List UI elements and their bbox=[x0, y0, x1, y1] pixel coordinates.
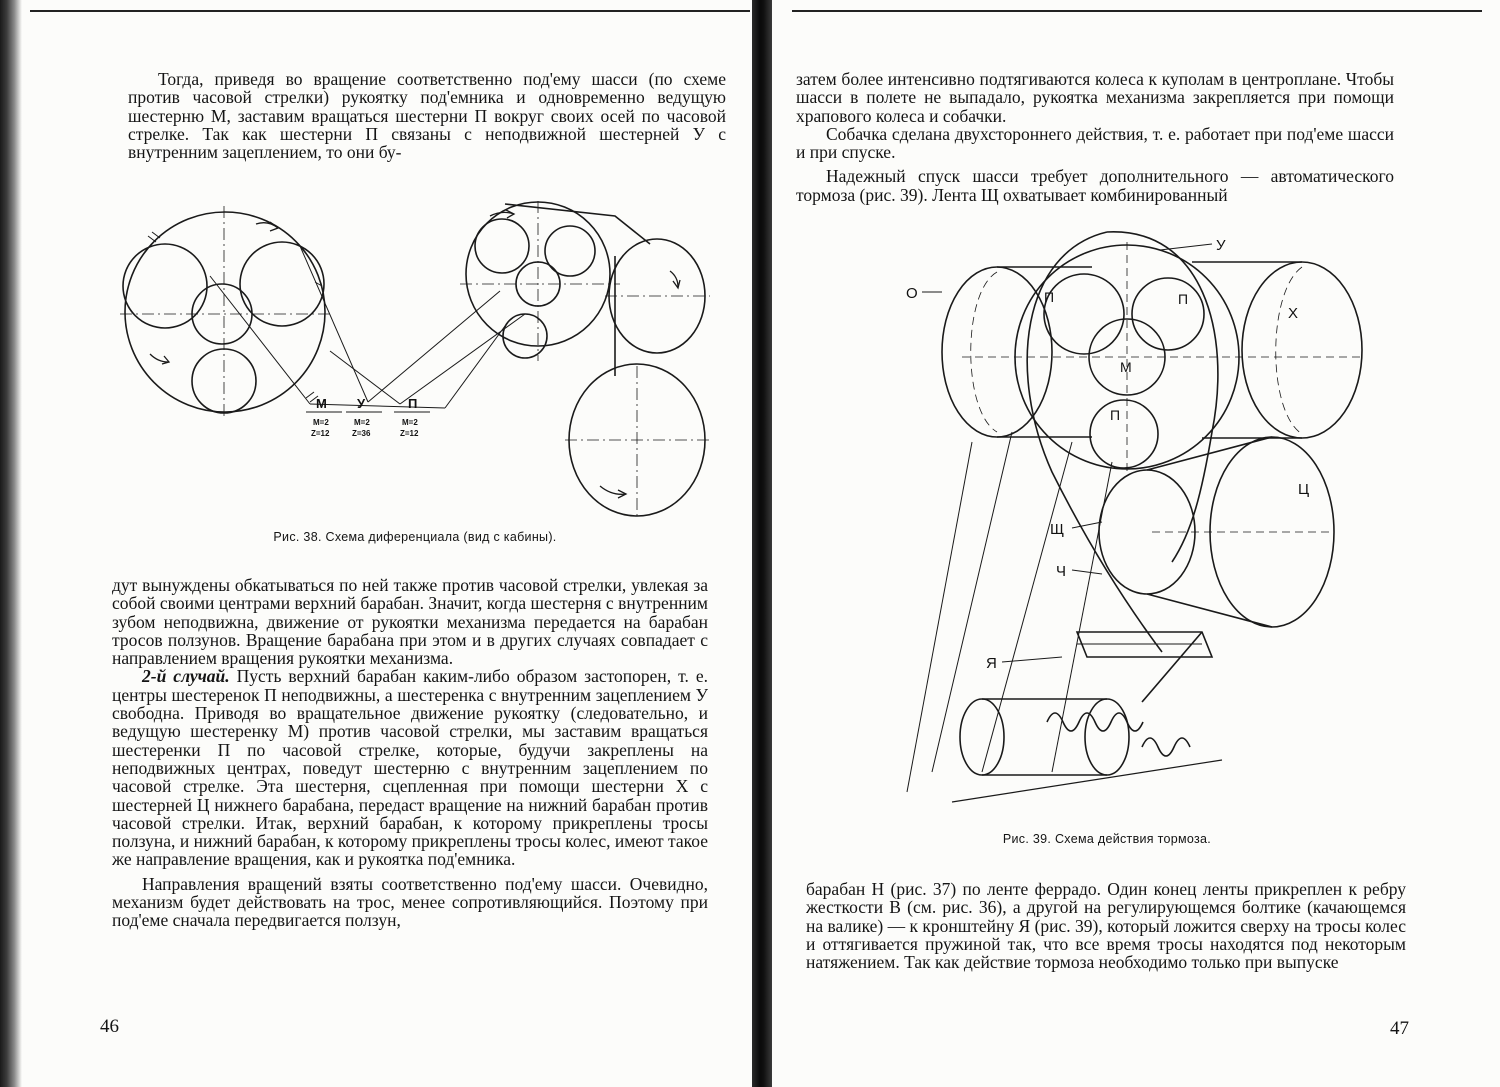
fig39-label-ya: Я bbox=[986, 655, 997, 672]
fig38-planet-gear-1 bbox=[123, 244, 207, 328]
left-text-bottom bbox=[112, 576, 708, 930]
figure-39-diagram bbox=[902, 212, 1372, 812]
fig39-main-drum bbox=[1015, 245, 1239, 469]
left-paragraph-2: дут вынуждены обкатываться по ней также против часовой стрелки, увлекая за собой своими центрами верхний барабан. Значит, когда шестерня с внутренним зубом неподвижна, движение от рукоятки механизма передается на барабан тросов ползунов. Вращение барабана при этом и в других случаях совпадает с направлением вращения рукоятки механизма. bbox=[112, 575, 708, 669]
left-paragraph-3-lead: 2-й случай. bbox=[142, 666, 230, 687]
fig38-label-m: М bbox=[316, 396, 327, 411]
fig38-label-p: П bbox=[408, 396, 418, 411]
fig38-upper-planet-3 bbox=[503, 314, 547, 358]
fig39-label-m: М bbox=[1120, 359, 1132, 375]
fig39-label-ts: Ц bbox=[1298, 481, 1310, 498]
fig38-fixed-ring-gear bbox=[125, 212, 325, 412]
fig38-p-module: M=2 bbox=[402, 418, 418, 427]
left-paragraph-4: Направления вращений взяты соответственно под'ему шасси. Очевидно, механизм будет действовать на трос, менее сопротивляющийся. Поэтому при под'еме сначала передвигается ползун, bbox=[112, 873, 708, 931]
fig39-gear-p-right bbox=[1132, 278, 1204, 350]
fig38-label-u: У bbox=[357, 396, 366, 411]
fig38-spec-boxes bbox=[306, 396, 430, 438]
left-page-number: 46 bbox=[100, 1016, 119, 1037]
top-border bbox=[30, 10, 750, 12]
right-text-top bbox=[796, 70, 1394, 204]
right-paragraph-1: затем более интенсивно подтягиваются колеса к куполам в центроплане. Чтобы шасси в полете не выпадало, рукоятка механизма закрепляется при помощи храпового колеса и собачки. bbox=[796, 69, 1394, 126]
right-page bbox=[772, 0, 1500, 1087]
fig38-m-teeth: Z=12 bbox=[311, 429, 330, 438]
fig38-upper-planet-1 bbox=[475, 219, 529, 273]
book-gutter bbox=[752, 0, 772, 1087]
fig39-spring-drum bbox=[960, 699, 1004, 775]
fig39-label-x: Х bbox=[1288, 305, 1299, 322]
left-paragraph-3-body: Пусть верхний барабан каким-либо образом застопорен, т. е. центры шестеренок П неподвижны, а шестеренка с внутренним зацеплением У свободна. Приводя во вращательное движение рукоятку (следовательно, и ведущую шестеренку М) против часовой стрелки, мы заставим вращаться шестеренки П по часовой стрелке, которые, будучи закреплены на неподвижных центрах, поведут шестерню с внутренним зацеплением по часовой стрелке. Эта шестерня, сцепленная при помощи шестерни Х с шестерней Ц нижнего барабана, передаст вращение на нижний барабан против часовой стрелки. Итак, верхний барабан, к которому прикреплены тросы ползуна, и нижний барабан, к которому прикреплены тросы колес, имеют такое же направление вращения, как и рукоятка под'емника. bbox=[112, 666, 708, 870]
fig38-u-teeth: Z=36 bbox=[352, 429, 371, 438]
fig39-label-ch: Ч bbox=[1056, 563, 1066, 580]
right-paragraph-2: Собачка сделана двухстороннего действия, т. е. работает при под'еме шасси и при спуске. bbox=[796, 123, 1394, 163]
right-text-bottom bbox=[806, 880, 1406, 971]
fig39-label-p-left: П bbox=[1044, 289, 1055, 305]
right-paragraph-3: Надежный спуск шасси требует дополнительного — автоматического тормоза (рис. 39). Лента Щ охватывает комбинированный bbox=[796, 166, 1394, 205]
fig39-label-u: У bbox=[1216, 237, 1226, 254]
fig39-label-o: О bbox=[906, 285, 918, 302]
top-border-right bbox=[792, 10, 1482, 12]
fig38-u-module: M=2 bbox=[354, 418, 370, 427]
fig38-planet-gear-3 bbox=[192, 349, 256, 413]
left-edge-shadow bbox=[0, 0, 22, 1087]
fig39-gear-m bbox=[1089, 319, 1165, 395]
fig39-label-p-bottom: П bbox=[1110, 407, 1121, 423]
left-paragraph-3 bbox=[112, 667, 708, 868]
fig38-sun-gear bbox=[192, 284, 252, 344]
fig39-label-p-right: П bbox=[1178, 291, 1189, 307]
figure-39-caption: Рис. 39. Схема действия тормоза. bbox=[1002, 832, 1212, 846]
right-paragraph-4: барабан Н (рис. 37) по ленте феррадо. Один конец ленты прикреплен к ребру жесткости В (см. рис. 36), а другой на регулирующемся болтике (качающемся на валике) — к кронштейну Я (рис. 39), который ложится сверху на тросы колес и оттягивается пружиной так, что все время тросы находятся под некоторым натяжением. Так как действие тормоза необходимо только при выпуске bbox=[806, 879, 1406, 973]
fig39-drum-x bbox=[1242, 262, 1362, 438]
figure-38-caption: Рис. 38. Схема диференциала (вид с кабины). bbox=[273, 530, 557, 544]
fig39-gear-p-left bbox=[1044, 274, 1124, 354]
left-text-top bbox=[128, 70, 726, 161]
figure-38-diagram bbox=[110, 186, 725, 526]
fig39-gear-p-bottom bbox=[1090, 400, 1158, 468]
left-paragraph-1: Тогда, приведя во вращение соответственно под'ему шасси (по схеме против часовой стрелки) рукоятку под'емника и одновременно ведущую шестерню М, заставим вращаться шестерни П вокруг своих осей по часовой стрелке. Так как шестерни П связаны с неподвижной шестерней У с внутренним зацеплением, то они бу- bbox=[128, 69, 726, 163]
right-page-number: 47 bbox=[1390, 1018, 1409, 1039]
fig38-p-teeth: Z=12 bbox=[400, 429, 419, 438]
fig39-label-shch: Щ bbox=[1050, 521, 1065, 538]
fig38-m-module: M=2 bbox=[313, 418, 329, 427]
